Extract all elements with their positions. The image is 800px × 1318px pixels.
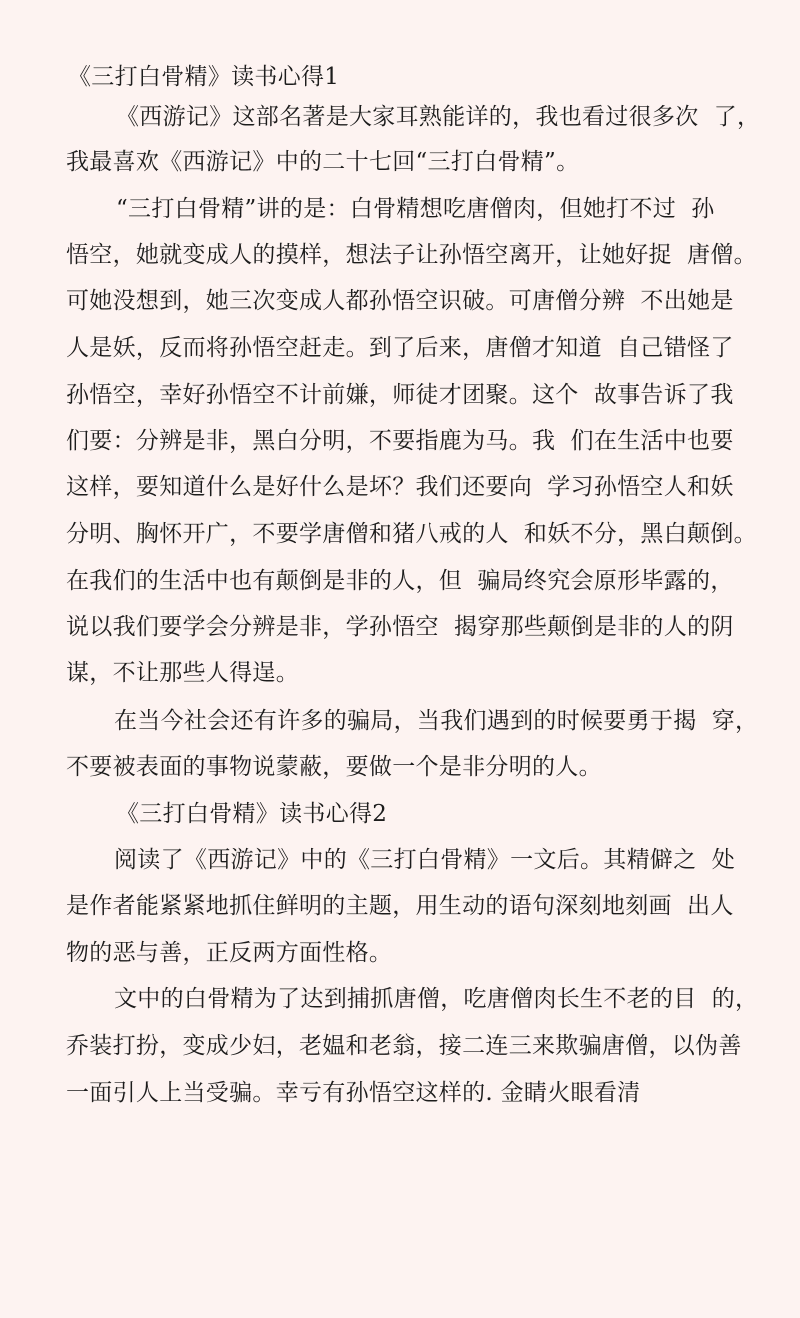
paragraph-line: 在我们的生活中也有颠倒是非的人，但 骗局终究会原形毕露的， <box>66 568 734 594</box>
paragraph-line: 在当今社会还有许多的骗局，当我们遇到的时候要勇于揭 穿， <box>114 708 759 734</box>
paragraph-line: 谋，不让那些人得逞。 <box>66 660 299 686</box>
paragraph-line: 可她没想到，她三次变成人都孙悟空识破。可唐僧分辨 不出她是 <box>66 288 734 314</box>
paragraph-line: “三打白骨精”讲的是：白骨精想吃唐僧肉，但她打不过 孙 <box>116 196 715 222</box>
paragraph-line: 乔装打扮，变成少妇，老媪和老翁，接二连三来欺骗唐僧，以伪善 <box>66 1033 742 1059</box>
paragraph-line: 一面引人上当受骗。幸亏有孙悟空这样的. 金睛火眼看清 <box>66 1080 641 1106</box>
paragraph-line: 《西游记》这部名著是大家耳熟能详的，我也看过很多次 了， <box>116 104 761 130</box>
paragraph-line: 这样，要知道什么是好什么是坏？我们还要向 学习孙悟空人和妖 <box>66 474 734 500</box>
paragraph-line: 是作者能紧紧地抓住鲜明的主题，用生动的语句深刻地刻画 出人 <box>66 893 734 919</box>
paragraph-line: 人是妖，反而将孙悟空赶走。到了后来，唐僧才知道 自己错怪了 <box>66 335 734 361</box>
paragraph-line: 阅读了《西游记》中的《三打白骨精》一文后。其精僻之 处 <box>114 847 736 873</box>
paragraph-line: 不要被表面的事物说蒙蔽，要做一个是非分明的人。 <box>66 754 602 780</box>
paragraph-line: 孙悟空，幸好孙悟空不计前嫌，师徒才团聚。这个 故事告诉了我 <box>66 382 734 408</box>
section-title-1: 《三打白骨精》读书心得1 <box>68 64 340 90</box>
paragraph-line: 悟空，她就变成人的摸样，想法子让孙悟空离开，让她好捉 唐僧。 <box>66 242 757 268</box>
paragraph-line: 说以我们要学会分辨是非，学孙悟空 揭穿那些颠倒是非的人的阴 <box>66 614 734 640</box>
section-title-2: 《三打白骨精》读书心得2 <box>116 801 388 827</box>
paragraph-line: 文中的白骨精为了达到捕抓唐僧，吃唐僧肉长生不老的目 的， <box>114 986 759 1012</box>
paragraph-line: 分明、胸怀开广，不要学唐僧和猪八戒的人 和妖不分，黑白颠倒。 <box>66 521 757 547</box>
paragraph-line: 物的恶与善，正反两方面性格。 <box>66 940 393 966</box>
paragraph-line: 我最喜欢《西游记》中的二十七回“三打白骨精”。 <box>66 149 580 175</box>
paragraph-line: 们要：分辨是非，黑白分明，不要指鹿为马。我 们在生活中也要 <box>66 428 734 454</box>
